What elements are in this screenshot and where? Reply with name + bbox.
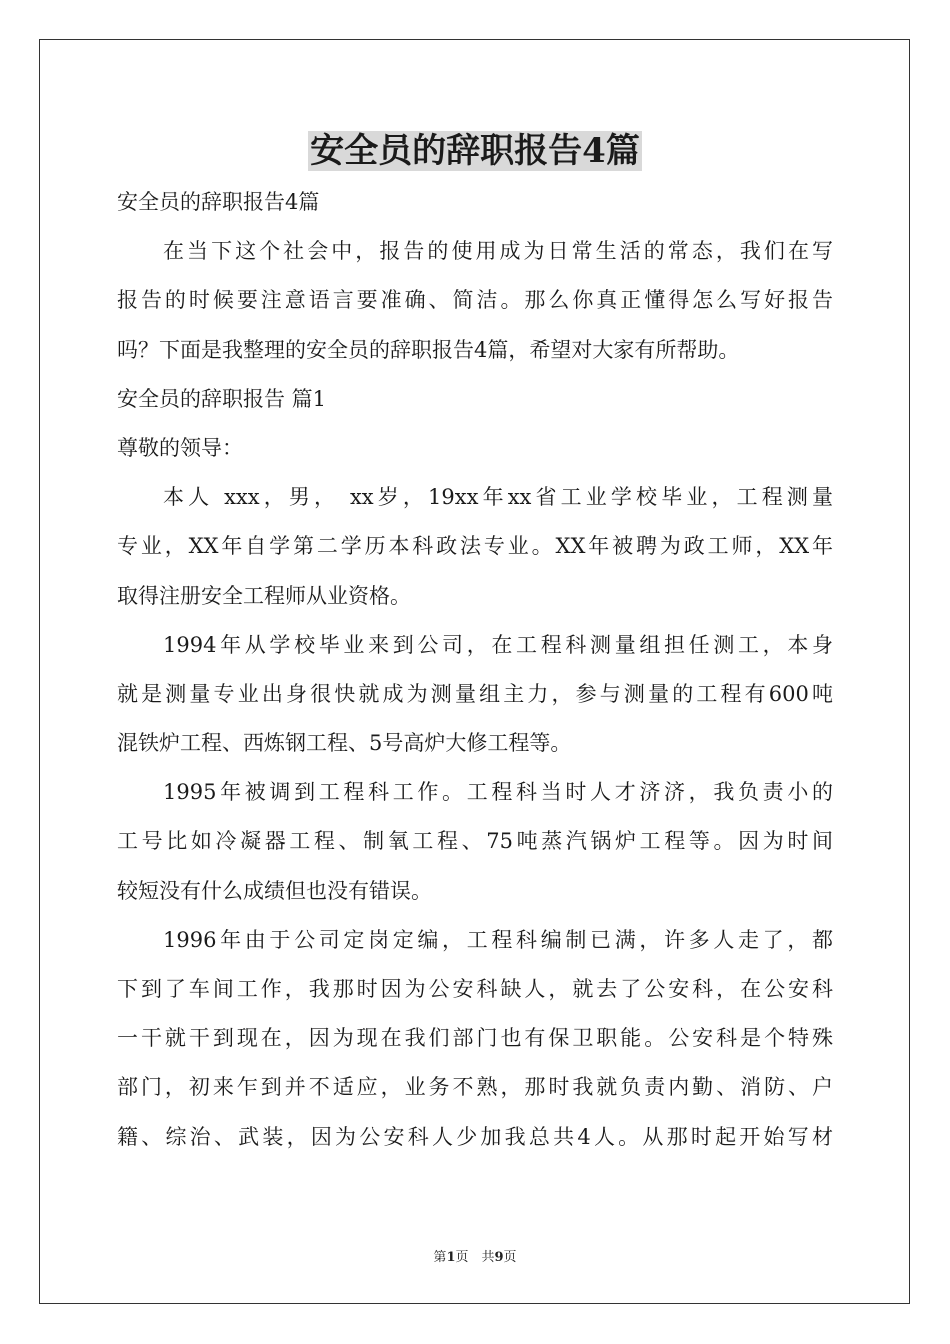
page-current: 1 [446,1250,456,1265]
body-line: 籍、综治、武装，因为公安科人少加我总共4人。从那时起开始写材 [117,1124,833,1149]
body-line: 专业，XX年自学第二学历本科政法专业。XX年被聘为政工师，XX年 [117,534,833,559]
salutation: 尊敬的领导： [117,435,243,460]
body-line: 取得注册安全工程师从业资格。 [117,583,411,608]
body-line: 就是测量专业出身很快就成为测量组主力，参与测量的工程有600吨 [117,681,833,706]
body-line: 1995年被调到工程科工作。工程科当时人才济济，我负责小的 [163,780,833,805]
page-suffix: 页 [503,1250,517,1265]
body-line: 本人 xxx，男， xx岁，19xx年xx省工业学校毕业，工程测量 [163,485,833,510]
page-prefix: 第 [433,1250,447,1265]
body-line: 混铁炉工程、西炼钢工程、5号高炉大修工程等。 [117,731,572,756]
body-line-subtitle: 安全员的辞职报告4篇 [117,190,320,214]
body-line: 报告的时候要注意语言要准确、简洁。那么你真正懂得怎么写好报告 [117,288,833,313]
document-title-text: 安全员的辞职报告4篇 [310,131,640,171]
body-line: 较短没有什么成绩但也没有错误。 [117,878,432,903]
page-total: 9 [494,1250,504,1265]
document-body [117,178,833,1162]
body-line: 一干就干到现在，因为现在我们部门也有保卫职能。公安科是个特殊 [117,1026,833,1051]
page-mid: 页 共 [455,1250,495,1265]
body-line: 部门，初来乍到并不适应，业务不熟，那时我就负责内勤、消防、户 [117,1075,833,1100]
body-line: 吗？下面是我整理的安全员的辞职报告4篇，希望对大家有所帮助。 [117,337,740,362]
page-footer [0,1246,950,1265]
body-line: 1994年从学校毕业来到公司，在工程科测量组担任测工，本身 [163,632,833,657]
body-line: 在当下这个社会中，报告的使用成为日常生活的常态，我们在写 [163,239,833,264]
document-title [0,130,950,172]
section-heading: 安全员的辞职报告 篇1 [117,386,327,411]
body-line: 工号比如冷凝器工程、制氧工程、75吨蒸汽锅炉工程等。因为时间 [117,829,833,854]
body-line: 下到了车间工作，我那时因为公安科缺人，就去了公安科，在公安科 [117,977,833,1001]
body-line: 1996年由于公司定岗定编，工程科编制已满，许多人走了，都 [163,927,833,952]
